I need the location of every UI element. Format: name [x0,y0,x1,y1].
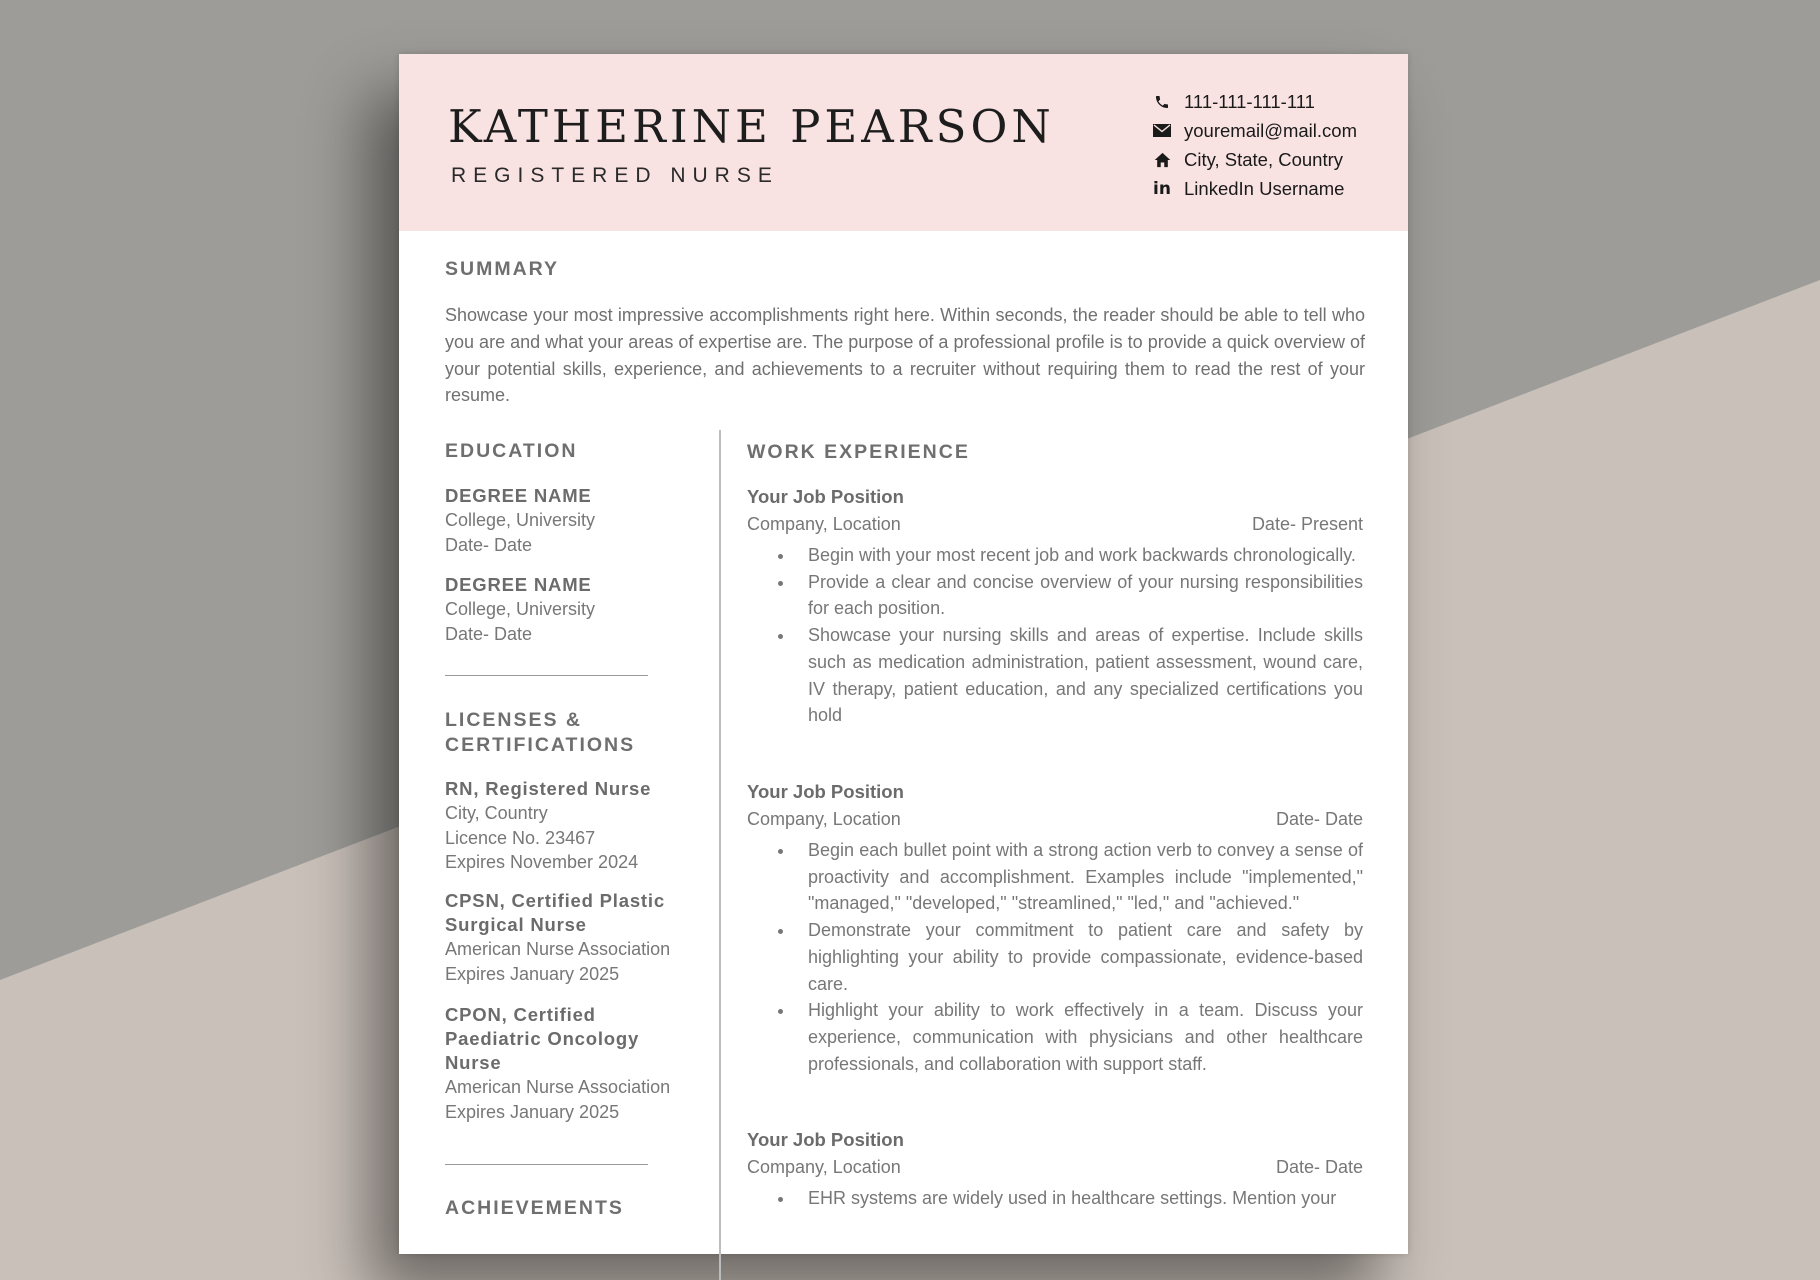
license-detail: American Nurse Association [445,939,671,959]
job-bullet: Showcase your nursing skills and areas of expertise. Include skills such as medication administration, patient assessment, wound care, IV therapy, patient education, and any specialized certifications you hold [808,622,1363,729]
license-detail: Expires January 2025 [445,963,620,984]
phone-icon [1152,92,1172,112]
job-position: Your Job Position [747,1129,904,1150]
job-position: Your Job Position [747,486,904,507]
licenses-heading [445,708,635,758]
license-name: Surgical Nurse [445,914,587,935]
contact-location-text: City, State, Country [1184,148,1344,170]
contact-linkedin-text: LinkedIn Username [1184,177,1345,199]
home-icon [1152,150,1172,170]
job-company: Company, Location [747,514,901,534]
job-date: Date- Present [1251,514,1363,534]
job-bullets [747,542,1363,729]
achievements-heading: ACHIEVEMENTS [445,1197,624,1219]
contact-linkedin [1152,174,1357,203]
job-company: Company, Location [747,809,901,829]
summary-text: Showcase your most impressive accomplishments right here. Within seconds, the reader should be able to tell who you are and what your areas of expertise are. The purpose of a professional profile is to provide a quick overview of your potential skills, experience, and achievements to a recruiter without requiring them to read the rest of your resume. [445,305,1365,406]
license-detail: Licence No. 23467 [445,827,596,848]
education-heading: EDUCATION [445,440,578,462]
job-bullets [747,837,1363,1077]
column-divider [719,430,721,1280]
license-detail: American Nurse Association [445,1077,671,1097]
degree-name: DEGREE NAME [445,574,592,595]
job-position: Your Job Position [747,781,904,802]
license-item [445,777,651,875]
degree-date: Date- Date [445,623,533,644]
contact-phone [1152,87,1357,116]
job-bullet: Highlight your ability to work effectively in a team. Discuss your experience, communication with physicians and other healthcare professionals, and collaboration with support staff. [808,997,1363,1077]
contact-email-text: youremail@mail.com [1184,119,1357,141]
job-bullet: Provide a clear and concise overview of your nursing responsibilities for each position. [808,569,1363,622]
mail-icon [1152,121,1172,141]
resume-page [399,54,1408,1254]
job-meta [747,1154,1363,1180]
licenses-heading-line2: CERTIFICATIONS [445,734,636,756]
degree-date: Date- Date [445,534,533,555]
degree-school: College, University [445,510,596,530]
license-item [445,889,670,986]
licenses-heading-line1: LICENSES & [445,709,583,731]
job-entry [747,1128,1363,1212]
education-item [445,573,595,646]
job-bullet: EHR systems are widely used in healthcare settings. Mention your [808,1185,1363,1212]
candidate-name: KATHERINE PEARSON [448,100,1055,153]
license-name: Nurse [445,1052,502,1073]
degree-name: DEGREE NAME [445,485,592,506]
candidate-title: REGISTERED NURSE [451,164,779,187]
resume-header [399,54,1408,231]
education-divider [445,675,648,676]
job-bullets [747,1185,1363,1212]
work-experience-heading: WORK EXPERIENCE [747,441,970,463]
license-detail: Expires January 2025 [445,1101,620,1122]
contact-email [1152,116,1357,145]
summary-heading: SUMMARY [445,258,560,280]
job-bullet: Begin each bullet point with a strong action verb to convey a sense of proactivity and accomplishment. Examples include "implemented," "managed," "developed," "streamlined," "led," and "achieved." [808,837,1363,917]
job-bullet: Demonstrate your commitment to patient care and safety by highlighting your ability to provide compassionate, evidence-based care. [808,917,1363,997]
job-entry [747,780,1363,1077]
license-name: CPON, Certified [445,1004,596,1025]
job-meta [747,806,1363,832]
license-name: Paediatric Oncology [445,1028,640,1049]
job-company: Company, Location [747,1157,901,1177]
job-date: Date- Date [1275,809,1363,829]
license-item [445,1003,670,1124]
contact-phone-text: 111-111-111-111 [1184,90,1315,112]
contact-list [1152,87,1357,203]
license-name: RN, Registered Nurse [445,778,652,799]
job-entry [747,485,1363,729]
education-item [445,484,595,557]
license-detail: Expires November 2024 [445,852,639,872]
job-meta [747,511,1363,537]
license-name: CPSN, Certified Plastic [445,890,665,911]
license-detail: City, Country [445,803,548,823]
job-bullet: Begin with your most recent job and work backwards chronologically. [808,542,1363,569]
contact-location [1152,145,1357,174]
job-date: Date- Date [1275,1157,1363,1177]
degree-school: College, University [445,599,596,619]
linkedin-icon: in [1153,178,1171,199]
licenses-divider [445,1164,648,1165]
